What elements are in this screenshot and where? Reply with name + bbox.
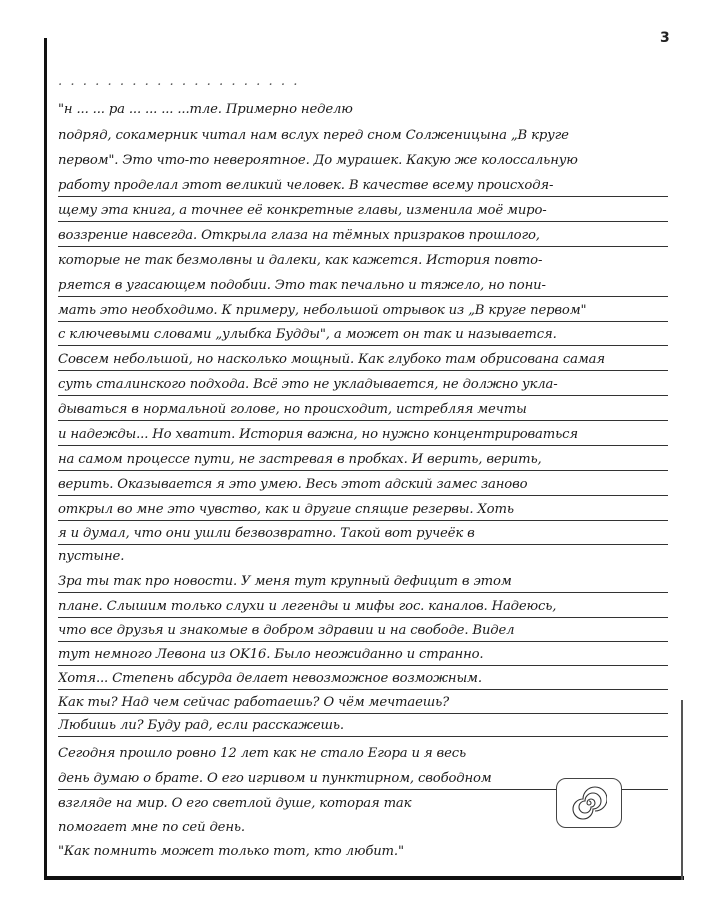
text-line: мать это необходимо. К примеру, небольшой отрывок из „В круге первом" — [58, 301, 668, 322]
text-line: пустыне. — [58, 549, 125, 564]
text-line: первом". Это что-то невероятное. До мурашек. Какую же колоссальную — [58, 153, 578, 168]
text-line: верить. Оказывается я это умею. Весь этот адский замес заново — [58, 475, 668, 496]
text-line: "Как помнить может только тот, кто любит." — [58, 844, 404, 859]
text-line: "н ... ... ра ... ... ... ...тле. Примерно неделю — [58, 102, 353, 117]
text-line: помогает мне по сей день. — [58, 820, 245, 835]
text-line: суть сталинского подхода. Всё это не укладывается, не должно укла- — [58, 375, 668, 396]
text-line: Любишь ли? Буду рад, если расскажешь. — [58, 716, 668, 737]
text-line: день думаю о брате. О его игривом и пунктирном, свободном — [58, 769, 668, 790]
text-line: . . . . . . . . . . . . . . . . . . . . — [58, 74, 300, 89]
text-line: Сегодня прошло ровно 12 лет как не стало Егора и я весь — [58, 746, 467, 761]
text-line: ряется в угасающем подобии. Это так печально и тяжело, но пони- — [58, 276, 668, 297]
text-line: я и думал, что они ушли безвозвратно. Такой вот ручеёк в — [58, 524, 668, 545]
scan-border-left — [44, 38, 47, 880]
spiral-doodle — [556, 778, 622, 828]
text-line: с ключевыми словами „улыбка Будды", а может он так и называется. — [58, 325, 668, 346]
text-line: взгляде на мир. О его светлой душе, которая так — [58, 796, 412, 811]
text-line: воззрение навсегда. Открыла глаза на тёмных призраков прошлого, — [58, 226, 668, 247]
text-line: Хотя... Степень абсурда делает невозможное возможным. — [58, 669, 668, 690]
scan-border-bottom — [44, 876, 684, 880]
text-line: подряд, сокамерник читал нам вслух перед сном Солженицына „В круге — [58, 128, 569, 143]
text-line: работу проделал этот великий человек. В качестве всему происходя- — [58, 176, 668, 197]
scan-border-right — [681, 700, 683, 880]
text-line: открыл во мне это чувство, как и другие спящие резервы. Хоть — [58, 500, 668, 521]
text-line: Зра ты так про новости. У меня тут крупный дефицит в этом — [58, 572, 668, 593]
text-line: которые не так безмолвны и далеки, как кажется. История повто- — [58, 253, 543, 268]
page-number: 3 — [660, 30, 670, 46]
text-line: на самом процессе пути, не застревая в пробках. И верить, верить, — [58, 450, 668, 471]
text-line: плане. Слышим только слухи и легенды и мифы гос. каналов. Надеюсь, — [58, 597, 668, 618]
text-line: щему эта книга, а точнее её конкретные главы, изменила моё миро- — [58, 201, 668, 222]
text-line: Совсем небольшой, но насколько мощный. Как глубоко там обрисована самая — [58, 350, 668, 371]
text-line: что все друзья и знакомые в добром здравии и на свободе. Видел — [58, 621, 668, 642]
text-line: Как ты? Над чем сейчас работаешь? О чём мечтаешь? — [58, 693, 668, 714]
text-line: и надежды... Но хватит. История важна, но нужно концентрироваться — [58, 425, 668, 446]
text-line: тут немного Левона из OK16. Было неожиданно и странно. — [58, 645, 668, 666]
spiral-icon — [571, 785, 607, 821]
text-line: дываться в нормальной голове, но происходит, истребляя мечты — [58, 400, 668, 421]
